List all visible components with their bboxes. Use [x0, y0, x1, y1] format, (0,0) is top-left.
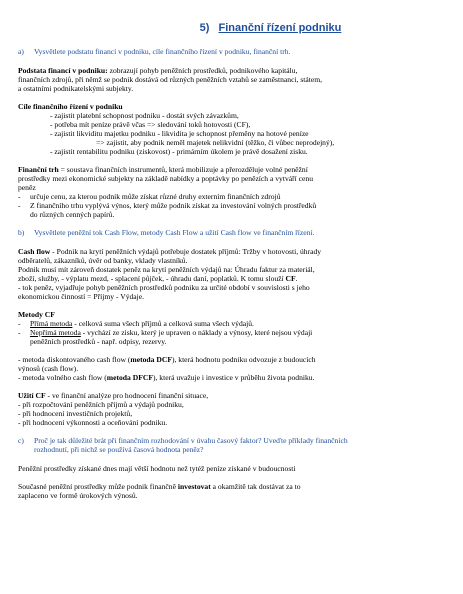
question-b: [18, 228, 453, 237]
dcf-section: - metoda diskontovaného cash flow (metoda DCF), která hodnotu podniku odvozuje z budoucích výnosů (cash flow). - metoda volného cash flow (metoda DFCF), která uvažuje i investice v průběhu života podniku.: [18, 355, 316, 382]
list-item: - Nepřímá metoda - vychází ze zisku, který je upraven o náklady a výnosy, které nejsou výdaji peněžních prostředků - např. odpisy, rezervy.: [18, 328, 313, 346]
metody-heading: Metody CF: [18, 310, 55, 319]
question-a-text: Vysvětlete podstatu financí v podniku, cíle finančního řízení v podniku, finanční trh.: [34, 47, 291, 56]
podstata-heading: Podstata financí v podniku:: [18, 66, 108, 75]
question-a: [18, 47, 453, 56]
financni-trh-section: Finanční trh = soustava finančních instrumentů, která mobilizuje a přerozděluje volné peněžní prostředky mezi ekonomické subjekty na základě nabídky a poptávky po penězích a vytváří cenu peněz - určuje cenu, za kterou podnik může získat různé druhy externím finančních zdrojů - Z finančního trhu vyplývá výnos, který může podnik získat za investování volných prostředků do různých cenných papírů.: [18, 165, 453, 219]
list-item: - Přímá metoda - celková suma všech příjmů a celková suma všech výdajů.: [18, 319, 254, 328]
metody-list: [18, 319, 453, 346]
podstata-paragraph: Podstata financí v podniku: zobrazují pohyb peněžních prostředků, podnikového kapitálu, finančních zdrojů, při němž se podnik dostává od různých peněžních vztahů se zaměstnanci, státem, a ostatními podnikatelskými subjekty.: [18, 66, 323, 93]
question-b-label: b): [18, 228, 25, 237]
question-c-label: c): [18, 436, 24, 445]
cash-flow-section: Cash flow - Podnik na krytí peněžních výdajů potřebuje dostatek příjmů: Tržby v hotovosti, úhrady odběratelů, zákazníků, úvěr od banky, vklady vlastníků. Podnik musí mít zároveň dostatek peněz na krytí peněžních výdajů na: Úhradu faktur za materiál, zboží, služby, - výplatu mezd, - splacení půjček, - úhradu daní, poplatků. K tomu slouží CF. - tok peněz, vyjadřuje pohyb peněžních prostředků podniku za určité období v souvislosti s jeho ekonomickou činností = Příjmy - Výdaje.: [18, 247, 322, 301]
trh-heading: Finanční trh: [18, 165, 59, 174]
question-b-text: Vysvětlete peněžní tok Cash Flow, metody Cash Flow a užití Cash flow ve finančním řízení.: [34, 228, 315, 237]
final-paragraph-2: Současné peněžní prostředky může podnik finančně investovat a okamžitě tak dostávat za to zaplaceno ve formě úrokových výnosů.: [18, 482, 301, 500]
question-a-label: a): [18, 47, 24, 56]
title-number: 5): [199, 22, 210, 34]
trh-list: [18, 192, 453, 219]
final-paragraph-1: Peněžní prostředky získané dnes mají větší hodnotu než tytéž peníze získané v budoucnosti: [18, 464, 296, 473]
list-item: - určuje cenu, za kterou podnik může získat různé druhy externím finančních zdrojů: [18, 192, 281, 201]
metody-cf-section: [18, 310, 453, 346]
cile-section: Cíle finančního řízení v podniku - zajistit platební schopnost podniku - dostát svých závazkům, - potřeba mít peníze právě včas => sledování toků hotovosti (CF), - zajistit likviditu majetku podniku - likvidita je schopnost přeměny na hotové peníze => zajistit, aby podnik neměl majetek nelikvidní (těžko, či vůbec neprodejný), - zajistit rentabilitu podniku (ziskovost) - primárním úkolem je právě dosažení zisku.: [18, 102, 335, 156]
title-text: Finanční řízení podniku: [218, 22, 342, 34]
list-item: - Z finančního trhu vyplývá výnos, který může podnik získat za investování volných prostředků do různých cenných papírů.: [18, 201, 317, 219]
cf-heading: Cash flow: [18, 247, 51, 256]
uziti-cf-section: Užití CF - ve finanční analýze pro hodnocení finanční situace, - při rozpočtování peněžních příjmů a výdajů podniku, - při hodnocení investičních projektů, - při hodnocení výkonnosti a oceňování podniku.: [18, 391, 209, 427]
cile-heading: Cíle finančního řízení v podniku: [18, 102, 123, 111]
page-title: [88, 22, 453, 34]
uziti-heading: Užití CF: [18, 391, 46, 400]
question-c: c) Proč je tak důležité brát při finančním rozhodování v úvahu časový faktor? Uveďte příklady finančních rozhodnutí, při nichž se používá časová hodnota peněz?: [18, 436, 348, 454]
